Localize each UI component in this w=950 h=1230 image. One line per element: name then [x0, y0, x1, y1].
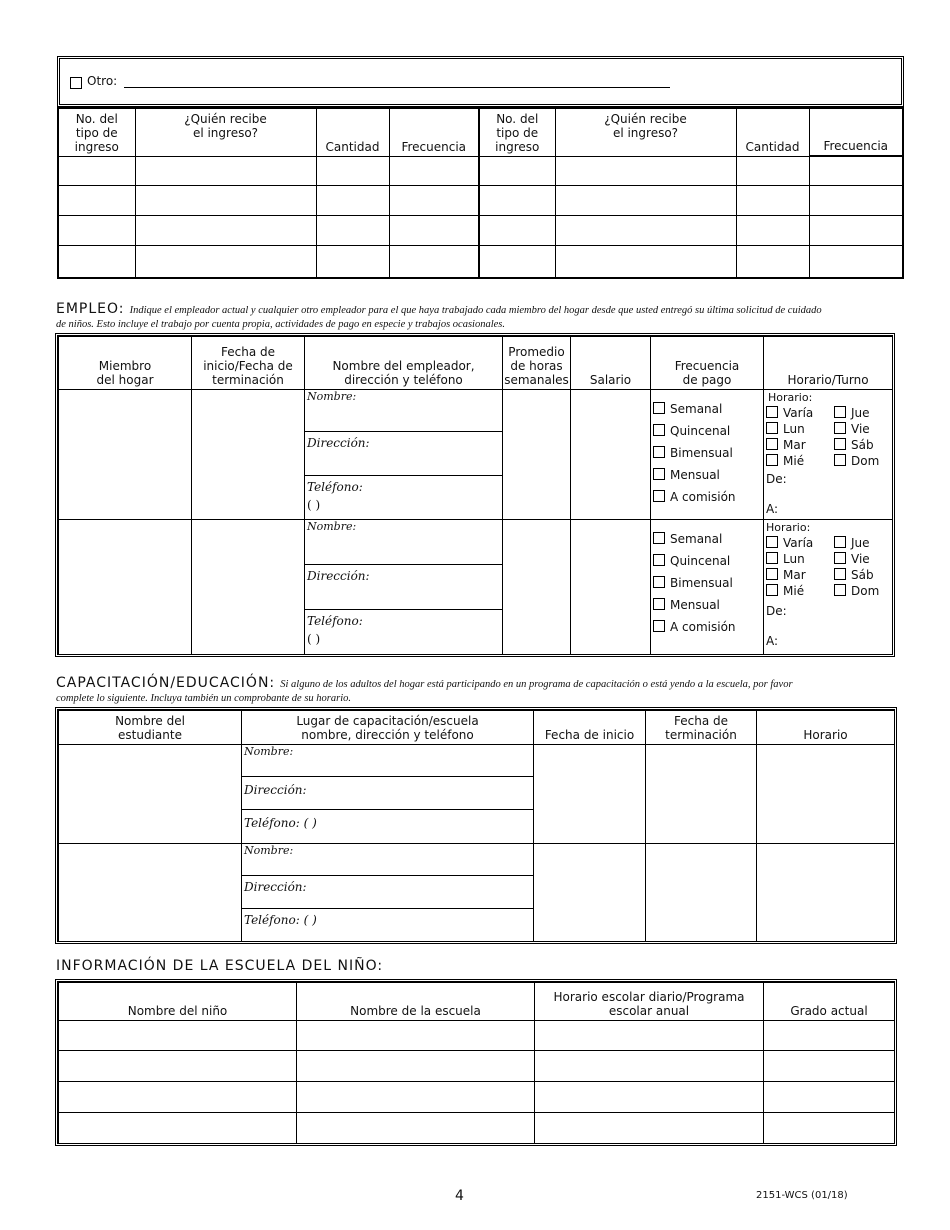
field-nombre-label: Nombre:	[244, 844, 294, 857]
field-direccion-label: Dirección:	[307, 436, 370, 450]
field-direccion-label: Dirección:	[244, 880, 307, 894]
otro-box	[57, 56, 904, 107]
checkbox-bimensual[interactable]	[653, 576, 665, 588]
empleo-col-fecha: Fecha de inicio/Fecha de terminación	[192, 337, 305, 390]
days-right: Jue Vie Sáb Dom	[834, 535, 879, 599]
checkbox-vie[interactable]	[834, 552, 846, 564]
a-label: A:	[766, 502, 779, 516]
table-row	[58, 245, 479, 278]
horario-label: Horario:	[766, 521, 811, 534]
field-telefono-label: Teléfono:	[307, 480, 363, 494]
days-right: Jue Vie Sáb Dom	[834, 405, 879, 469]
frecuencia-options	[651, 520, 764, 655]
empleo-heading	[56, 298, 906, 332]
empleo-table	[55, 333, 895, 657]
checkbox-comision[interactable]	[653, 620, 665, 632]
capacitacion-heading	[56, 672, 906, 706]
empleo-note-2: de niños. Esto incluye el trabajo por cuenta propia, actividades de pago en especie y trabajos ocasionales.	[56, 319, 505, 330]
escuela-title: INFORMACIÓN DE LA ESCUELA DEL NIÑO:	[56, 958, 384, 974]
empleo-col-nombre: Nombre del empleador, dirección y teléfono	[305, 337, 503, 390]
table-row	[59, 1051, 895, 1082]
cap-col-inicio: Fecha de inicio	[534, 711, 646, 745]
income-col-quien: ¿Quién recibe el ingreso?	[135, 108, 316, 156]
empleo-col-promedio: Promedio de horas semanales	[503, 337, 571, 390]
table-row	[58, 185, 479, 215]
capacitacion-note-2: complete lo siguiente. Incluya también un comprobante de su horario.	[56, 693, 352, 704]
freq-option[interactable]: Quincenal	[653, 550, 763, 572]
table-row	[59, 390, 893, 520]
table-row	[59, 1082, 895, 1113]
checkbox-sab[interactable]	[834, 438, 846, 450]
checkbox-lun[interactable]	[766, 422, 778, 434]
checkbox-mar[interactable]	[766, 438, 778, 450]
capacitacion-table	[55, 707, 897, 944]
table-row	[59, 844, 895, 942]
cap-col-lugar: Lugar de capacitación/escuela nombre, dirección y teléfono	[242, 711, 534, 745]
income-col-frecuencia: Frecuencia	[809, 108, 903, 156]
cap-col-horario: Horario	[757, 711, 895, 745]
employer-info-cell	[305, 520, 503, 655]
freq-option[interactable]: Bimensual	[653, 442, 763, 464]
checkbox-jue[interactable]	[834, 406, 846, 418]
checkbox-mie[interactable]	[766, 584, 778, 596]
income-col-frecuencia: Frecuencia	[389, 108, 479, 156]
empleo-col-frecuencia: Frecuencia de pago	[651, 337, 764, 390]
employer-info-cell	[305, 390, 503, 520]
income-col-tipo: No. del tipo de ingreso	[479, 108, 555, 156]
phone-paren: ( )	[307, 632, 321, 646]
income-table-left	[57, 107, 480, 279]
checkbox-varia[interactable]	[766, 536, 778, 548]
de-label: De:	[766, 604, 787, 618]
escuela-col-grado: Grado actual	[764, 983, 895, 1021]
otro-label: Otro:	[87, 74, 118, 88]
checkbox-jue[interactable]	[834, 536, 846, 548]
checkbox-dom[interactable]	[834, 454, 846, 466]
a-label: A:	[766, 634, 779, 648]
income-col-cantidad: Cantidad	[316, 108, 389, 156]
freq-option[interactable]: A comisión	[653, 616, 763, 638]
checkbox-bimensual[interactable]	[653, 446, 665, 458]
otro-checkbox[interactable]	[70, 77, 82, 89]
empleo-col-miembro: Miembro del hogar	[59, 337, 192, 390]
checkbox-mensual[interactable]	[653, 468, 665, 480]
form-id: 2151-WCS (01/18)	[756, 1190, 848, 1201]
checkbox-mar[interactable]	[766, 568, 778, 580]
de-label: De:	[766, 472, 787, 486]
capacitacion-title: CAPACITACIÓN/EDUCACIÓN:	[56, 675, 276, 691]
income-table-right	[478, 107, 904, 279]
empleo-col-horario: Horario/Turno	[764, 337, 893, 390]
checkbox-varia[interactable]	[766, 406, 778, 418]
table-row	[479, 215, 903, 245]
field-telefono-label: Teléfono: ( )	[244, 913, 317, 927]
field-nombre-label: Nombre:	[244, 745, 294, 758]
horario-cell	[764, 520, 893, 655]
otro-input-line[interactable]	[124, 87, 670, 88]
freq-option[interactable]: Mensual	[653, 594, 763, 616]
table-row	[58, 215, 479, 245]
empleo-title: EMPLEO:	[56, 301, 125, 317]
capacitacion-note-1: Si alguno de los adultos del hogar está participando en un programa de capacitación o está yendo a la escuela, por favor	[280, 679, 793, 690]
training-info-cell	[242, 745, 534, 844]
table-row	[58, 156, 479, 185]
freq-option[interactable]: Mensual	[653, 464, 763, 486]
training-info-cell	[242, 844, 534, 942]
checkbox-lun[interactable]	[766, 552, 778, 564]
field-telefono-label: Teléfono:	[307, 614, 363, 628]
phone-paren: ( )	[307, 498, 321, 512]
escuela-col-horario: Horario escolar diario/Programa escolar anual	[535, 983, 764, 1021]
checkbox-semanal[interactable]	[653, 402, 665, 414]
freq-option[interactable]: Quincenal	[653, 420, 763, 442]
cap-col-termino: Fecha de terminación	[646, 711, 757, 745]
table-row	[479, 245, 903, 278]
field-direccion-label: Dirección:	[244, 783, 307, 797]
table-row	[59, 520, 893, 655]
checkbox-comision[interactable]	[653, 490, 665, 502]
days-left: Varía Lun Mar Mié	[766, 405, 813, 469]
checkbox-quincenal[interactable]	[653, 554, 665, 566]
checkbox-quincenal[interactable]	[653, 424, 665, 436]
table-row	[59, 745, 895, 844]
checkbox-semanal[interactable]	[653, 532, 665, 544]
cap-col-estudiante: Nombre del estudiante	[59, 711, 242, 745]
field-direccion-label: Dirección:	[307, 569, 370, 583]
field-telefono-label: Teléfono: ( )	[244, 816, 317, 830]
income-col-cantidad: Cantidad	[736, 108, 809, 156]
freq-option[interactable]: Bimensual	[653, 572, 763, 594]
table-row	[479, 156, 903, 185]
checkbox-mensual[interactable]	[653, 598, 665, 610]
escuela-table	[55, 979, 897, 1146]
table-row	[59, 1113, 895, 1144]
checkbox-vie[interactable]	[834, 422, 846, 434]
checkbox-dom[interactable]	[834, 584, 846, 596]
income-col-quien: ¿Quién recibe el ingreso?	[555, 108, 736, 156]
field-nombre-label: Nombre:	[307, 390, 357, 403]
table-row	[59, 1021, 895, 1051]
days-left: Varía Lun Mar Mié	[766, 535, 813, 599]
horario-label: Horario:	[768, 391, 813, 404]
freq-option[interactable]: Semanal	[653, 398, 763, 420]
freq-option[interactable]: A comisión	[653, 486, 763, 508]
page-number: 4	[455, 1188, 464, 1204]
empleo-note-1: Indique el empleador actual y cualquier otro empleador para el que haya trabajado cada miembro del hogar desde que usted entregó su última solicitud de cuidado	[129, 305, 822, 316]
escuela-col-escuela: Nombre de la escuela	[297, 983, 535, 1021]
checkbox-mie[interactable]	[766, 454, 778, 466]
income-col-tipo: No. del tipo de ingreso	[58, 108, 135, 156]
escuela-col-nino: Nombre del niño	[59, 983, 297, 1021]
freq-option[interactable]: Semanal	[653, 528, 763, 550]
table-row	[479, 185, 903, 215]
field-nombre-label: Nombre:	[307, 520, 357, 533]
frecuencia-options	[651, 390, 764, 520]
checkbox-sab[interactable]	[834, 568, 846, 580]
empleo-col-salario: Salario	[571, 337, 651, 390]
horario-cell	[764, 390, 893, 520]
